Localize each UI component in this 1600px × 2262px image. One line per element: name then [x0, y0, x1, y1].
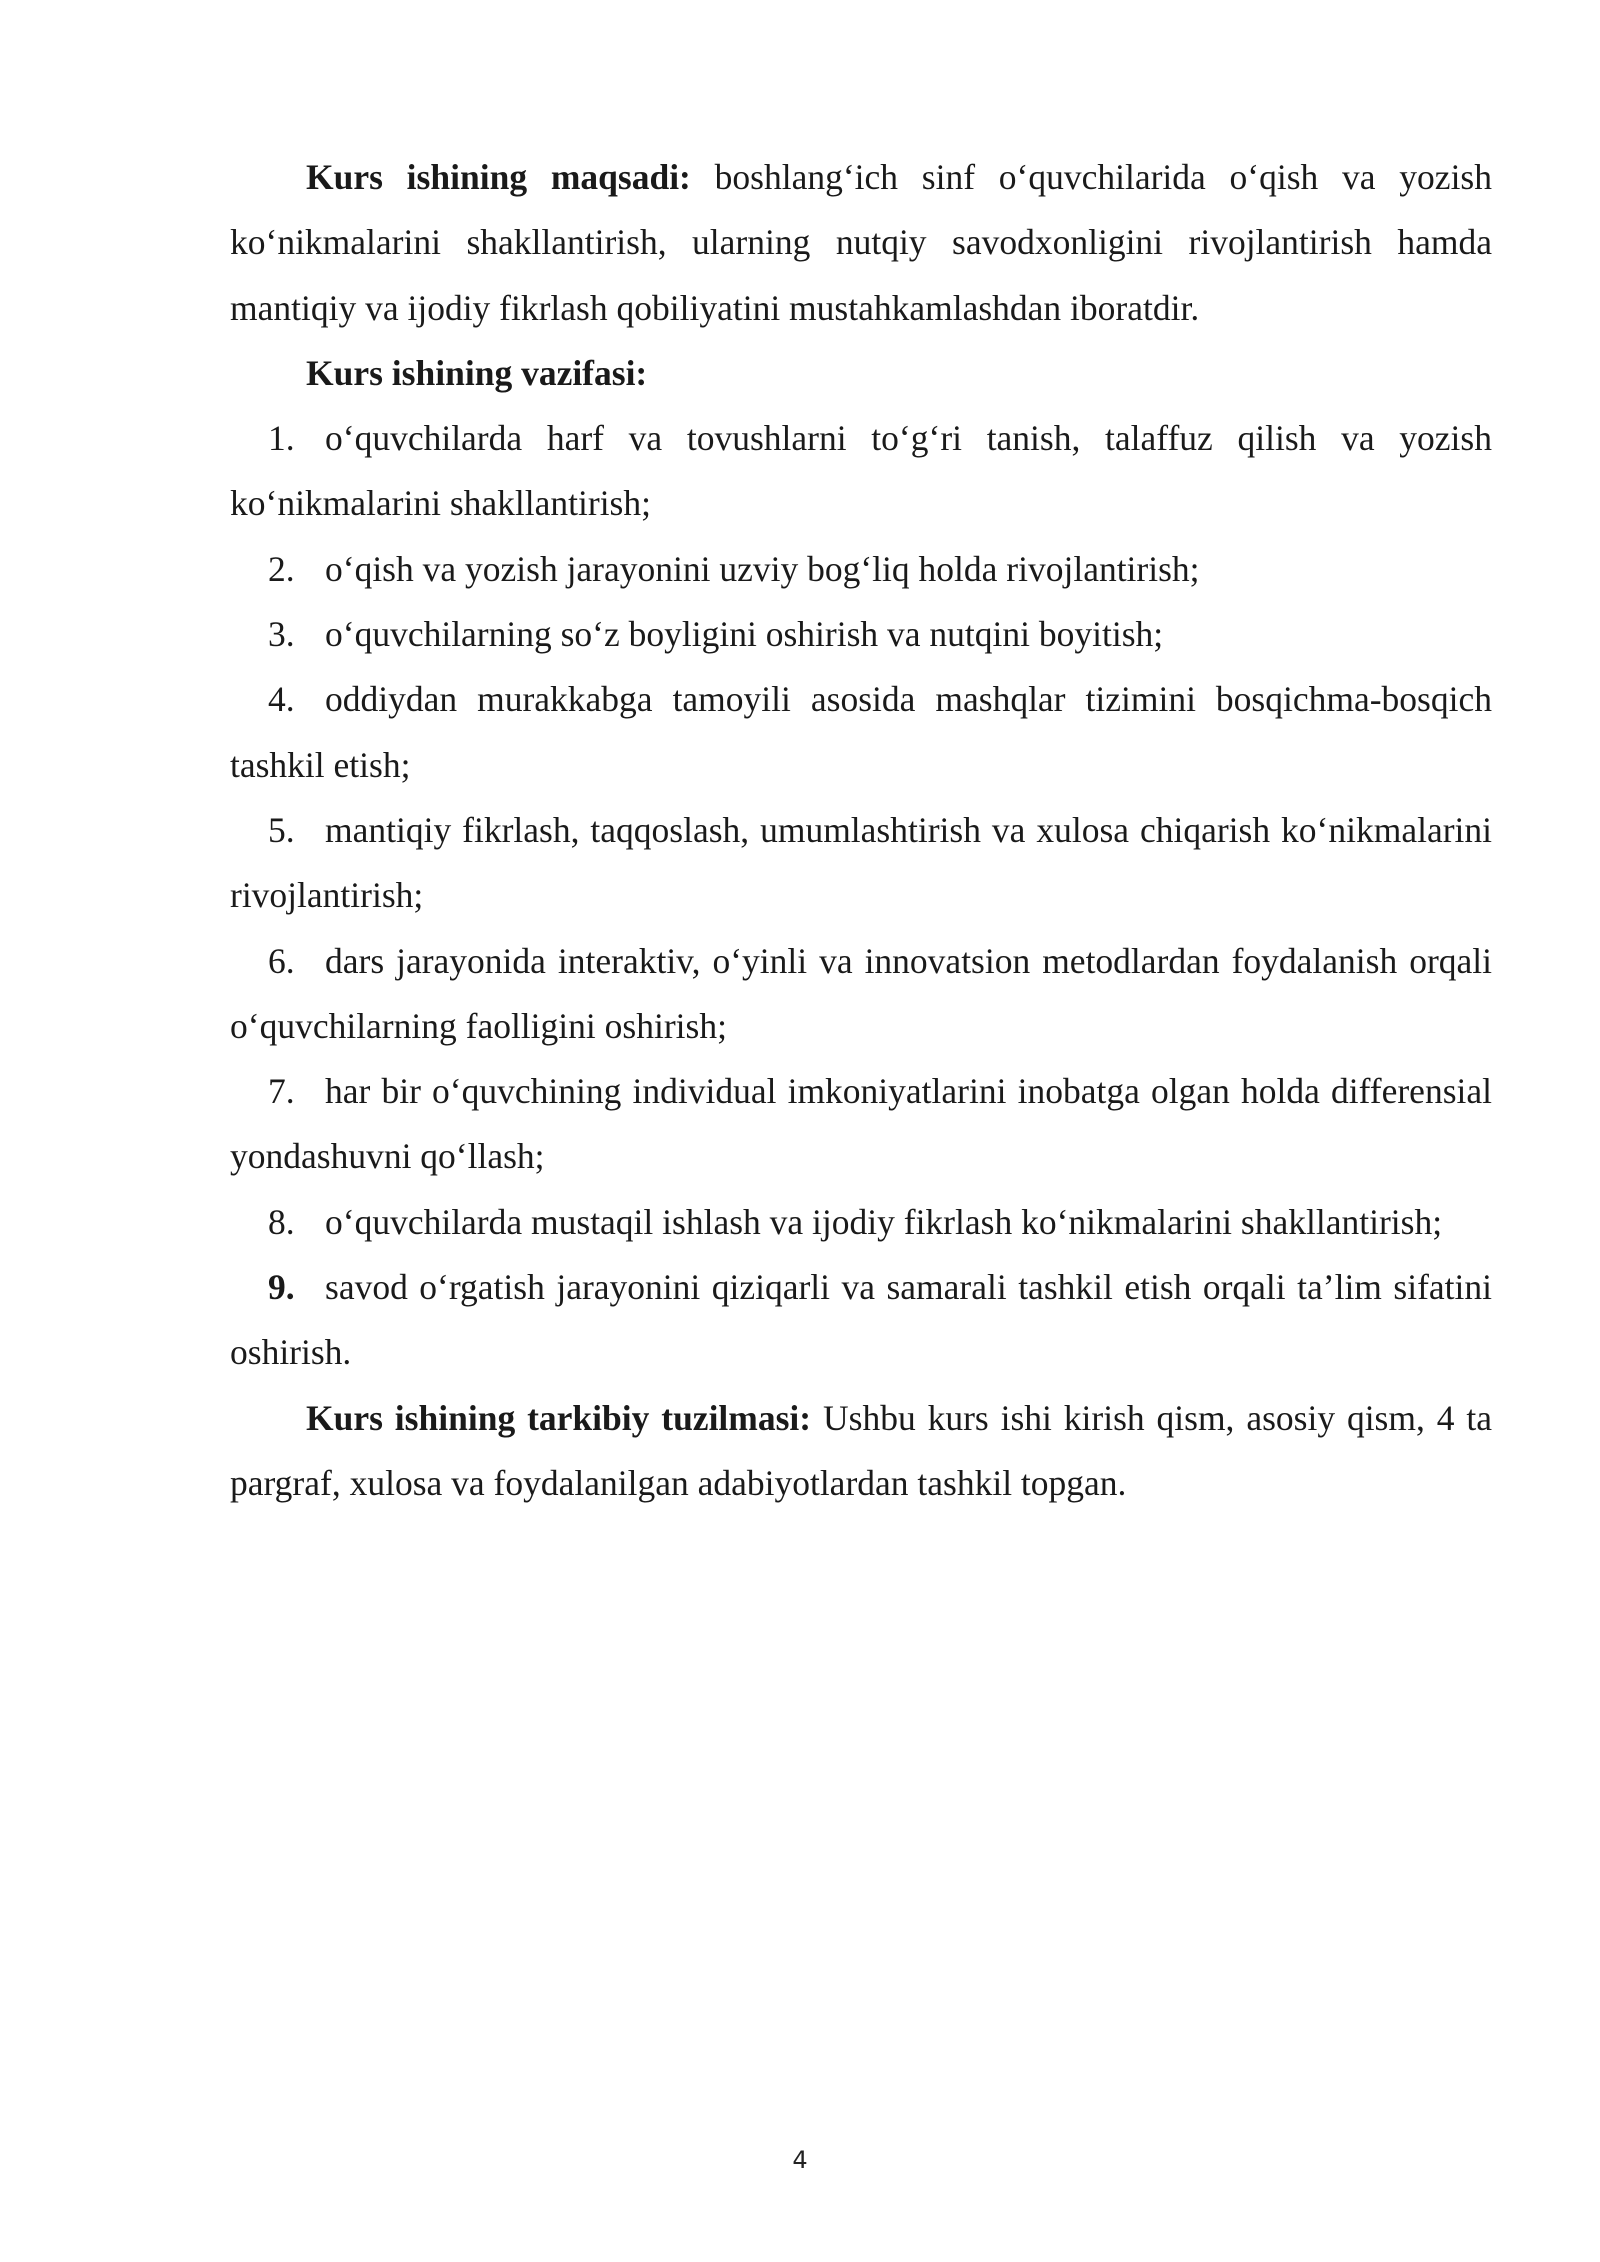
list-item-number: 1.	[268, 418, 295, 459]
list-item-text: mantiqiy fikrlash, taqqoslash, umumlashtirish va xulosa chiqarish ko‘nikmalarini rivojlantirish;	[230, 809, 1492, 916]
page-content	[230, 145, 1492, 1516]
tasks-heading	[230, 341, 1492, 406]
list-item	[230, 798, 1492, 929]
list-item	[230, 602, 1492, 667]
purpose-paragraph	[230, 145, 1492, 341]
list-item-text: dars jarayonida interaktiv, o‘yinli va innovatsion metodlardan foydalanish orqali o‘quvchilarning faolligini oshirish;	[230, 940, 1492, 1046]
list-item	[230, 1255, 1492, 1386]
list-item-number: 4.	[268, 679, 295, 720]
list-item	[230, 1190, 1492, 1255]
list-item-number: 7.	[268, 1071, 295, 1112]
structure-text: Ushbu kurs ishi kirish qism, asosiy qism, 4 ta pargraf, xulosa va foydalanilgan adabiyotlardan tashkil topgan.	[230, 1397, 1492, 1503]
list-item-text: o‘quvchilarda mustaqil ishlash va ijodiy fikrlash ko‘nikmalarini shakllantirish;	[325, 1201, 1443, 1242]
list-item-number: 9.	[268, 1267, 295, 1308]
list-item-text: har bir o‘quvchining individual imkoniyatlarini inobatga olgan holda differensial yondashuvni qo‘llash;	[230, 1071, 1492, 1177]
list-item-text: savod o‘rgatish jarayonini qiziqarli va samarali tashkil etish orqali ta’lim sifatini oshirish.	[230, 1267, 1492, 1373]
list-item-text: o‘quvchilarda harf va tovushlarni to‘g‘ri tanish, talaffuz qilish va yozish ko‘nikmalarini shakllantirish;	[230, 418, 1492, 524]
list-item-text: o‘quvchilarning so‘z boyligini oshirish va nutqini boyitish;	[325, 614, 1164, 655]
tasks-label: Kurs ishining vazifasi:	[306, 352, 648, 393]
page-number: 4	[792, 2146, 808, 2174]
list-item-number: 6.	[268, 940, 295, 981]
tasks-list	[230, 406, 1492, 1385]
purpose-label: Kurs ishining maqsadi:	[306, 157, 691, 197]
purpose-text: boshlang‘ich sinf o‘quvchilarida o‘qish va yozish ko‘nikmalarini shakllantirish, ularning nutqiy savodxonligini rivojlantirish hamda mantiqiy va ijodiy fikrlash qobiliyatini mustahkamlashdan iboratdir.	[230, 157, 1492, 328]
list-item-number: 5.	[268, 809, 295, 850]
list-item	[230, 537, 1492, 602]
list-item	[230, 667, 1492, 798]
list-item	[230, 406, 1492, 537]
list-item	[230, 929, 1492, 1060]
list-item-number: 3.	[268, 614, 295, 655]
structure-paragraph	[230, 1386, 1492, 1517]
structure-label: Kurs ishining tarkibiy tuzilmasi:	[306, 1397, 812, 1438]
list-item-number: 8.	[268, 1201, 295, 1242]
list-item-number: 2.	[268, 548, 295, 589]
list-item	[230, 1059, 1492, 1190]
list-item-text: o‘qish va yozish jarayonini uzviy bog‘liq holda rivojlantirish;	[325, 548, 1200, 589]
list-item-text: oddiydan murakkabga tamoyili asosida mashqlar tizimini bosqichma-bosqich tashkil etish;	[230, 679, 1492, 785]
